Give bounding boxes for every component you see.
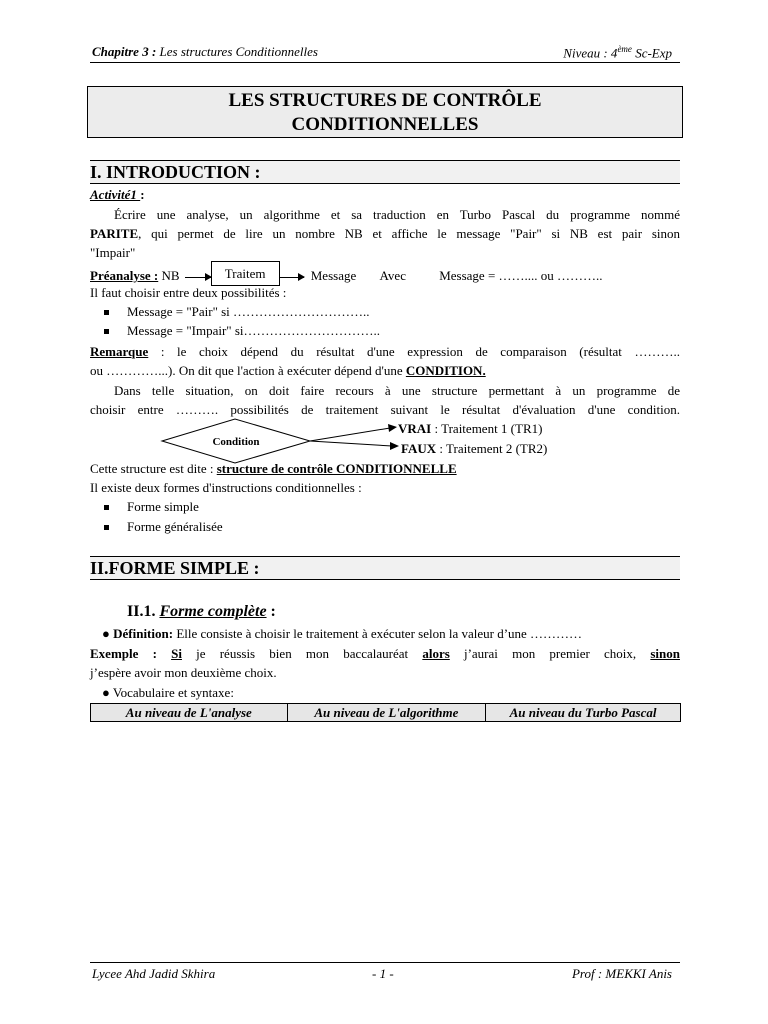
formes-text: Il existe deux formes d'instructions conditionnelles : bbox=[90, 480, 362, 495]
document-title bbox=[87, 86, 683, 138]
bullet-icon bbox=[104, 310, 109, 315]
preanalyse-line: Préanalyse : NB Traitem Message Avec Message = …….... ou ……….. bbox=[90, 263, 680, 288]
syntax-table bbox=[90, 703, 681, 722]
choose-text: Il faut choisir entre deux possibilités : bbox=[90, 285, 287, 300]
arrow-icon bbox=[185, 277, 211, 278]
exemple-line1: Exemple : Si je réussis bien mon baccalauréat alors j’aurai mon premier choix, sinon bbox=[90, 646, 680, 661]
arrow-head-icon bbox=[390, 442, 399, 450]
table-row bbox=[91, 704, 681, 722]
page-header bbox=[90, 42, 680, 63]
definition-line: ● Définition: Elle consiste à choisir le traitement à exécuter selon la valeur d’une ………… bbox=[102, 626, 583, 641]
para1-line3: "Impair" bbox=[90, 245, 136, 260]
list-item: Forme généralisée bbox=[104, 517, 223, 536]
section-forme-simple-heading: II.FORME SIMPLE : bbox=[90, 556, 680, 580]
header-level: Niveau : 4ème Sc-Exp bbox=[563, 44, 672, 61]
arrow-icon bbox=[280, 277, 304, 278]
title-line-2: CONDITIONNELLES bbox=[291, 114, 479, 135]
para2-line2: choisir entre ………. possibilités de traitement suivant le résultat d'évaluation d'une condition. bbox=[90, 402, 680, 417]
page-footer bbox=[90, 962, 680, 985]
title-line-1: LES STRUCTURES DE CONTRÔLE bbox=[228, 90, 542, 111]
list-item: Forme simple bbox=[104, 497, 199, 516]
remarque-line1: Remarque : le choix dépend du résultat d'une expression de comparaison (résultat ……….. bbox=[90, 344, 680, 359]
para1-line1: Écrire une analyse, un algorithme et sa traduction en Turbo Pascal du programme nommé bbox=[114, 207, 680, 222]
vocabulaire-line: ● Vocabulaire et syntaxe: bbox=[102, 685, 234, 700]
faux-branch: FAUX : Traitement 2 (TR2) bbox=[401, 441, 548, 456]
list-item: Message = "Pair" si ………………………….. bbox=[104, 302, 370, 321]
exemple-line2: j’espère avoir mon deuxième choix. bbox=[90, 665, 277, 680]
para1-line2: PARITE, qui permet de lire un nombre NB et affiche le message "Pair" si NB est pair sinon bbox=[90, 226, 680, 241]
page-number: - 1 - bbox=[372, 966, 394, 981]
footer-author: Prof : MEKKI Anis bbox=[571, 966, 672, 981]
bullet-icon bbox=[104, 329, 109, 334]
list-item: Message = "Impair" si………………………….. bbox=[104, 321, 380, 340]
arrow-head-icon bbox=[388, 424, 397, 432]
structure-text: Cette structure est dite : structure de contrôle CONDITIONNELLE bbox=[90, 461, 457, 476]
bullet-icon: ● bbox=[102, 685, 110, 700]
table-header-analyse: Au niveau de L'analyse bbox=[91, 704, 288, 722]
subsection-forme-complete: II.1. Forme complète : bbox=[127, 603, 276, 620]
para2-line1: Dans telle situation, on doit faire recours à une structure permettant à un programme de bbox=[114, 383, 680, 398]
header-chapter: Chapitre 3 : Les structures Conditionnelles bbox=[92, 44, 318, 59]
activite-label: Activité1 : bbox=[90, 187, 145, 202]
remarque-line2: ou …………...). On dit que l'action à exécuter dépend d'une CONDITION. bbox=[90, 363, 486, 378]
condition-label: Condition bbox=[212, 436, 260, 448]
vrai-branch: VRAI : Traitement 1 (TR1) bbox=[398, 421, 543, 436]
bullet-icon bbox=[104, 525, 109, 530]
arrow-faux bbox=[310, 441, 392, 446]
bullet-icon: ● bbox=[102, 626, 110, 641]
section-introduction-heading: I. INTRODUCTION : bbox=[90, 160, 680, 184]
traitement-box: Traitem bbox=[211, 261, 280, 286]
bullet-icon bbox=[104, 505, 109, 510]
table-header-algorithme: Au niveau de L'algorithme bbox=[287, 704, 486, 722]
footer-school: Lycee Ahd Jadid Skhira bbox=[92, 966, 216, 981]
table-header-pascal: Au niveau du Turbo Pascal bbox=[486, 704, 681, 722]
arrow-vrai bbox=[310, 428, 390, 441]
